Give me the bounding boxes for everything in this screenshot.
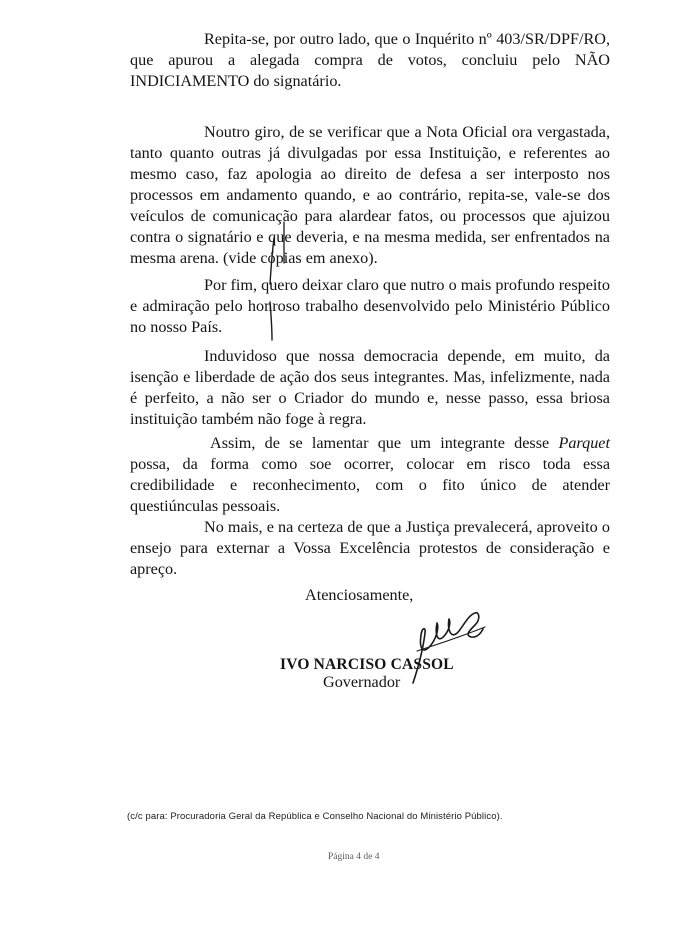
- page-number: Página 4 de 4: [328, 852, 380, 862]
- vertical-ink-mark: [270, 220, 300, 265]
- paragraph-democracia: [130, 346, 610, 430]
- paragraph-text: Induvidoso que nossa democracia depende, em muito, da isenção e liberdade de ação dos seus integrantes. Mas, infelizmente, nada é perfeito, a não ser o Criador do mundo e, nesse passo, essa briosa instituição também não foge à regra.: [130, 347, 610, 428]
- signatory-name: IVO NARCISO CASSOL: [280, 656, 454, 673]
- vertical-ink-mark: [262, 300, 282, 342]
- paragraph-nota-oficial: [130, 122, 610, 269]
- paragraph-text: Repita-se, por outro lado, que o Inquérito nº 403/SR/DPF/RO, que apurou a alegada compra de votos, concluiu pelo NÃO INDICIAMENTO do signatário.: [130, 30, 610, 90]
- paragraph-text-continued: possa, da forma como soe ocorrer, colocar em risco toda essa credibilidade e reconhecimento, com o fito único de atender questiúnculas pessoais.: [130, 455, 610, 515]
- paragraph-text: Noutro giro, de se verificar que a Nota Oficial ora vergastada, tanto quanto outras já divulgadas por essa Instituição, e referentes ao mesmo caso, faz apologia ao direito de defesa a ser interposto nos processos em andamento quando, e ao contrário, repita-se, vale-se dos veículos de comunicação para alardear fatos, ou processos que ajuizou contra o signatário e que deveria, e na mesma medida, ser enfrentados na mesma arena. (vide cópias em anexo).: [130, 123, 610, 267]
- closing-salutation: Atenciosamente,: [305, 586, 414, 604]
- paragraph-text: No mais, e na certeza de que a Justiça prevalecerá, aproveito o ensejo para externar a Vossa Excelência protestos de consideração e apreço.: [130, 518, 610, 578]
- parquet-term: Parquet: [558, 434, 610, 452]
- paragraph-text: Por fim, quero deixar claro que nutro o mais profundo respeito e admiração pelo honroso trabalho desenvolvido pelo Ministério Público no nosso País.: [130, 276, 610, 336]
- carbon-copy-note: (c/c para: Procuradoria Geral da República e Conselho Nacional do Ministério Público).: [127, 811, 503, 822]
- handwritten-signature: [395, 605, 495, 690]
- paragraph-text: Assim, de se lamentar que um integrante desse: [210, 434, 559, 452]
- paragraph-final: [130, 517, 610, 580]
- signatory-role: Governador: [323, 673, 401, 691]
- paragraph-respeito: [130, 275, 610, 338]
- paragraph-inquerito: [130, 29, 610, 92]
- paragraph-parquet: [130, 433, 610, 517]
